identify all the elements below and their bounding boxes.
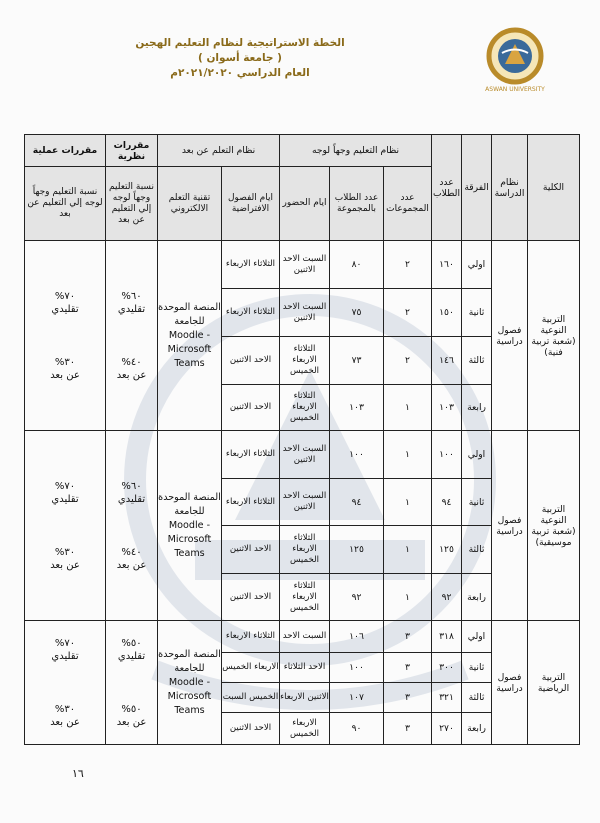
per-group-cell: ١٠٣: [330, 385, 384, 431]
level-cell: رابعة: [462, 385, 492, 431]
document-header: [90, 36, 390, 81]
group-face-to-face: نظام التعليم وجهاً لوجه: [280, 135, 432, 167]
groups-cell: ٣: [384, 683, 432, 713]
level-cell: ثانية: [462, 289, 492, 337]
attend-days-cell: السبت الاحد الاثنين: [280, 289, 330, 337]
virtual-days-cell: الخميس السبت: [222, 683, 280, 713]
groups-cell: ١: [384, 574, 432, 621]
level-cell: ثالثة: [462, 526, 492, 574]
col-level: الفرقة: [462, 135, 492, 241]
col-per-group: عدد الطلاب بالمجموعة: [330, 167, 384, 241]
col-college: الكلية: [528, 135, 580, 241]
practical-remote-label: عن بعد: [50, 559, 80, 571]
groups-cell: ٢: [384, 241, 432, 289]
theory-remote-pct: ٥٠%: [121, 703, 142, 715]
per-group-cell: ١٠٠: [330, 431, 384, 479]
virtual-days-cell: الثلاثاء الاربعاء: [222, 479, 280, 526]
students-cell: ٩٤: [432, 479, 462, 526]
col-groups: عدد المجموعات: [384, 167, 432, 241]
students-cell: ٣٠٠: [432, 653, 462, 683]
level-cell: ثانية: [462, 653, 492, 683]
practical-face-pct: ٧٠%: [54, 637, 76, 649]
groups-cell: ٣: [384, 653, 432, 683]
attend-days-cell: السبت الاحد الاثنين: [280, 241, 330, 289]
per-group-cell: ٨٠: [330, 241, 384, 289]
col-attend-days: ايام الحضور: [280, 167, 330, 241]
virtual-days-cell: الثلاثاء الاربعاء: [222, 241, 280, 289]
attend-days-cell: الثلاثاء الاربعاء الخميس: [280, 574, 330, 621]
attend-days-cell: السبت الاحد الاثنين: [280, 431, 330, 479]
practical-remote-pct: ٣٠%: [54, 703, 76, 715]
col-virtual-days: ايام الفصول الافتراضية: [222, 167, 280, 241]
level-cell: اولي: [462, 241, 492, 289]
level-cell: ثالثة: [462, 337, 492, 385]
level-cell: رابعة: [462, 713, 492, 745]
attend-days-cell: الاربعاء الخميس: [280, 713, 330, 745]
level-cell: اولي: [462, 621, 492, 653]
level-cell: اولي: [462, 431, 492, 479]
theory-ratio-cell: [106, 431, 158, 621]
theory-face-label: تقليدي: [117, 650, 146, 662]
per-group-cell: ٧٣: [330, 337, 384, 385]
tech-cell: المنصة الموحدة للجامعة Moodle - Microsoft Teams: [158, 431, 222, 621]
level-cell: ثالثة: [462, 683, 492, 713]
level-cell: ثانية: [462, 479, 492, 526]
attend-days-cell: السبت الاحد: [280, 621, 330, 653]
students-cell: ١٠٣: [432, 385, 462, 431]
theory-remote-label: عن بعد: [116, 559, 147, 571]
groups-cell: ٢: [384, 289, 432, 337]
students-cell: ١٤٦: [432, 337, 462, 385]
virtual-days-cell: الاحد الاثنين: [222, 713, 280, 745]
academic-year: العام الدراسي ٢٠٢١/٢٠٢٠م: [170, 67, 310, 79]
col-practical-ratio: نسبة التعليم وجهاً لوجه إلي التعليم عن بعد: [25, 167, 106, 241]
practical-remote-label: عن بعد: [50, 369, 80, 381]
col-system: نظام الدراسة: [492, 135, 528, 241]
groups-cell: ١: [384, 526, 432, 574]
per-group-cell: ١٠٠: [330, 653, 384, 683]
groups-cell: ٣: [384, 713, 432, 745]
virtual-days-cell: الاحد الاثنين: [222, 337, 280, 385]
tech-cell: المنصة الموحدة للجامعة Moodle - Microsoft Teams: [158, 621, 222, 745]
plan-title: الخطة الاستراتيجية لنظام التعليم الهجين: [135, 37, 345, 49]
system-cell: فصول دراسية: [492, 241, 528, 431]
virtual-days-cell: الاحد الاثنين: [222, 574, 280, 621]
attend-days-cell: الاثنين الاربعاء: [280, 683, 330, 713]
per-group-cell: ٩٤: [330, 479, 384, 526]
table-row: [25, 621, 580, 653]
practical-remote-pct: ٣٠%: [54, 356, 76, 368]
per-group-cell: ١٢٥: [330, 526, 384, 574]
per-group-cell: ٩٠: [330, 713, 384, 745]
practical-face-pct: ٧٠%: [54, 290, 76, 302]
students-cell: ١٥٠: [432, 289, 462, 337]
theory-remote-pct: ٤٠%: [121, 356, 142, 368]
practical-ratio-cell: [25, 431, 106, 621]
theory-ratio-cell: [106, 621, 158, 745]
theory-remote-label: عن بعد: [116, 369, 147, 381]
college-cell: التربية الرياضية: [528, 621, 580, 745]
practical-face-pct: ٧٠%: [54, 480, 76, 492]
groups-cell: ١: [384, 431, 432, 479]
virtual-days-cell: الاحد الاثنين: [222, 526, 280, 574]
theory-ratio-cell: [106, 241, 158, 431]
group-theoretical: مقررات نظرية: [106, 135, 158, 167]
college-cell: التربية النوعية (شعبة تربية موسيقية): [528, 431, 580, 621]
attend-days-cell: الثلاثاء الاربعاء الخميس: [280, 337, 330, 385]
system-cell: فصول دراسية: [492, 431, 528, 621]
per-group-cell: ١٠٧: [330, 683, 384, 713]
students-cell: ١٢٥: [432, 526, 462, 574]
attend-days-cell: الثلاثاء الاربعاء الخميس: [280, 526, 330, 574]
groups-cell: ٣: [384, 621, 432, 653]
page-number: ١٦: [72, 767, 84, 780]
per-group-cell: ١٠٦: [330, 621, 384, 653]
tech-cell: المنصة الموحدة للجامعة Moodle - Microsoft Teams: [158, 241, 222, 431]
practical-remote-pct: ٣٠%: [54, 546, 76, 558]
col-theory-ratio: نسبة التعليم وجهاً لوجه إلي التعليم عن بعد: [106, 167, 158, 241]
practical-face-label: تقليدي: [51, 650, 79, 662]
practical-ratio-cell: [25, 241, 106, 431]
aswan-university-logo: [478, 26, 552, 94]
virtual-days-cell: الثلاثاء الاربعاء: [222, 431, 280, 479]
university-name: ( جامعة أسوان ): [198, 52, 282, 64]
attend-days-cell: الاحد الثلاثاء: [280, 653, 330, 683]
table-row: [25, 431, 580, 479]
col-tech: تقنية التعلم الالكتروني: [158, 167, 222, 241]
groups-cell: ١: [384, 479, 432, 526]
students-cell: ٢٧٠: [432, 713, 462, 745]
level-cell: رابعة: [462, 574, 492, 621]
groups-cell: ١: [384, 385, 432, 431]
theory-face-pct: ٥٠%: [121, 637, 142, 649]
students-cell: ٣١٨: [432, 621, 462, 653]
theory-face-pct: ٦٠%: [121, 290, 142, 302]
college-cell: التربية النوعية (شعبة تربية فنية): [528, 241, 580, 431]
system-cell: فصول دراسية: [492, 621, 528, 745]
theory-face-label: تقليدي: [117, 493, 146, 505]
virtual-days-cell: الاربعاء الخميس: [222, 653, 280, 683]
theory-face-label: تقليدي: [117, 303, 146, 315]
hybrid-plan-table: [24, 134, 580, 745]
theory-face-pct: ٦٠%: [121, 480, 142, 492]
theory-remote-label: عن بعد: [116, 716, 147, 728]
practical-face-label: تقليدي: [51, 303, 79, 315]
col-students: عدد الطلاب: [432, 135, 462, 241]
per-group-cell: ٧٥: [330, 289, 384, 337]
practical-remote-label: عن بعد: [50, 716, 80, 728]
attend-days-cell: السبت الاحد الاثنين: [280, 479, 330, 526]
attend-days-cell: الثلاثاء الاربعاء الخميس: [280, 385, 330, 431]
group-distance: نظام التعلم عن بعد: [158, 135, 280, 167]
virtual-days-cell: الاحد الاثنين: [222, 385, 280, 431]
virtual-days-cell: الثلاثاء الاربعاء: [222, 289, 280, 337]
practical-face-label: تقليدي: [51, 493, 79, 505]
virtual-days-cell: الثلاثاء الاربعاء: [222, 621, 280, 653]
svg-text:ASWAN UNIVERSITY: ASWAN UNIVERSITY: [485, 86, 545, 93]
theory-remote-pct: ٤٠%: [121, 546, 142, 558]
groups-cell: ٢: [384, 337, 432, 385]
group-practical: مقررات عملية: [25, 135, 106, 167]
students-cell: ١٠٠: [432, 431, 462, 479]
practical-ratio-cell: [25, 621, 106, 745]
table-row: [25, 241, 580, 289]
per-group-cell: ٩٢: [330, 574, 384, 621]
students-cell: ٣٢١: [432, 683, 462, 713]
students-cell: ٩٢: [432, 574, 462, 621]
students-cell: ١٦٠: [432, 241, 462, 289]
